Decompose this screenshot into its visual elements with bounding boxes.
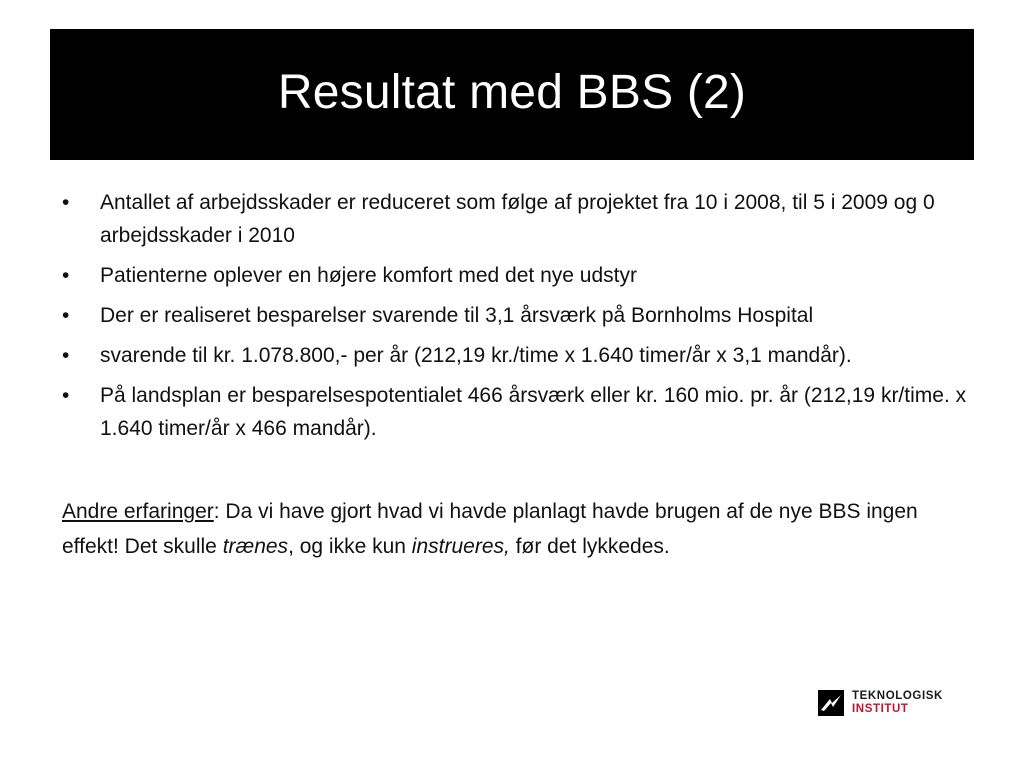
paragraph-emphasis-2: instrueres,	[411, 535, 510, 558]
teknologisk-institut-logo	[818, 690, 943, 716]
bullet-icon: •	[62, 191, 70, 214]
bullet-text: Antallet af arbejdsskader er reduceret som følge af projektet fra 10 i 2008, til 5 i 2009 og 0 arbejdsskader i 2010	[100, 191, 935, 247]
teknologisk-institut-logo-icon	[818, 690, 844, 716]
bullet-text: Patienterne oplever en højere komfort med det nye udstyr	[100, 264, 637, 287]
bullet-text: På landsplan er besparelsespotentialet 466 årsværk eller kr. 160 mio. pr. år (212,19 kr/time. x 1.640 timer/år x 466 mandår).	[100, 384, 967, 440]
paragraph-text-part-1: : Da vi have gjort hvad vi havde planlagt havde brugen af de nye BBS ingen effekt! Det skulle	[62, 500, 918, 558]
slide-content	[62, 186, 972, 585]
bullet-icon: •	[62, 304, 70, 327]
experiences-paragraph	[62, 494, 962, 564]
title-bar	[50, 29, 974, 160]
logo-text	[852, 690, 943, 716]
bullet-item	[62, 379, 972, 445]
bullet-list	[62, 186, 972, 445]
bullet-text: svarende til kr. 1.078.800,- per år (212,19 kr./time x 1.640 timer/år x 3,1 mandår).	[100, 344, 852, 367]
paragraph-text-part-3: før det lykkedes.	[509, 535, 670, 558]
bullet-item	[62, 299, 972, 332]
bullet-item	[62, 186, 972, 252]
slide-title: Resultat med BBS (2)	[277, 66, 747, 119]
bullet-icon: •	[62, 264, 70, 287]
paragraph-text-part-2: , og ikke kun	[288, 535, 412, 558]
logo-line-2: INSTITUT	[852, 703, 909, 715]
bullet-icon: •	[62, 384, 70, 407]
paragraph-emphasis-1: trænes	[222, 535, 289, 558]
logo-line-1: TEKNOLOGISK	[852, 690, 943, 702]
bullet-text: Der er realiseret besparelser svarende til 3,1 årsværk på Bornholms Hospital	[100, 304, 814, 327]
bullet-item	[62, 259, 972, 292]
bullet-icon: •	[62, 344, 70, 367]
bullet-item	[62, 339, 972, 372]
paragraph-heading: Andre erfaringer	[62, 500, 214, 523]
